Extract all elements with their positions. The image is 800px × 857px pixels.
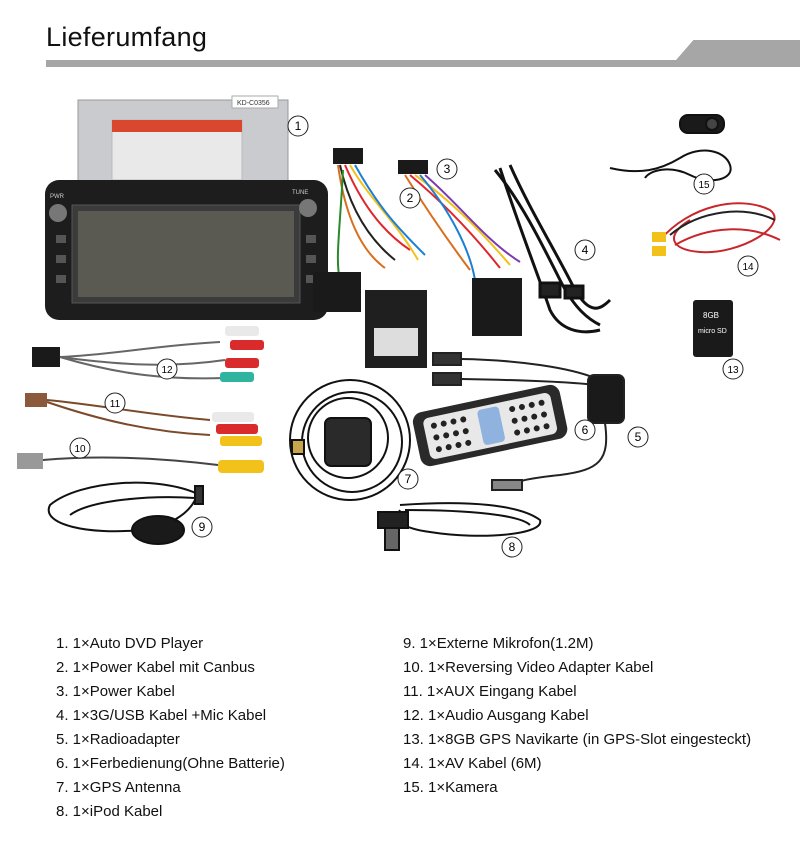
marker-label-2: 2: [406, 191, 414, 205]
list-item: 10. 1×Reversing Video Adapter Kabel: [403, 659, 654, 676]
list-item: 8. 1×iPod Kabel: [56, 803, 163, 820]
title-underline: [46, 60, 800, 67]
marker-15: [694, 174, 714, 194]
marker-12: [157, 359, 177, 379]
marker-label-13: 13: [727, 365, 739, 376]
marker-label-7: 7: [404, 472, 412, 486]
marker-6: [575, 420, 595, 440]
list-item: 1. 1×Auto DVD Player: [56, 635, 204, 652]
list-item: 5. 1×Radioadapter: [56, 731, 180, 748]
external-microphone: [49, 483, 203, 544]
marker-label-4: 4: [581, 243, 589, 257]
product-photo: [0, 85, 800, 605]
marker-label-10: 10: [74, 444, 86, 455]
list-item: 3. 1×Power Kabel: [56, 683, 175, 700]
list-item: 13. 1×8GB GPS Navikarte (in GPS-Slot eingesteckt): [403, 731, 752, 748]
marker-label-3: 3: [443, 162, 451, 176]
list-item: 2. 1×Power Kabel mit Canbus: [56, 659, 255, 676]
list-item: 7. 1×GPS Antenna: [56, 779, 181, 796]
marker-label-12: 12: [161, 365, 173, 376]
marker-9: [192, 517, 212, 537]
aux-input-cable: [25, 393, 262, 446]
marker-10: [70, 438, 90, 458]
marker-11: [105, 393, 125, 413]
reversing-video-cable: [17, 453, 264, 473]
marker-2: [400, 188, 420, 208]
marker-label-8: 8: [508, 540, 516, 554]
marker-label-5: 5: [634, 430, 642, 444]
sd-capacity-label: 8GB: [703, 311, 720, 320]
contents-list-left: [56, 632, 285, 824]
contents-list-right: [403, 632, 751, 800]
sd-brand-label: micro SD: [698, 328, 727, 335]
marker-label-9: 9: [198, 520, 206, 534]
marker-13: [723, 359, 743, 379]
gps-antenna: [290, 380, 410, 500]
marker-3: [437, 159, 457, 179]
list-item: 15. 1×Kamera: [403, 779, 498, 796]
list-item: 9. 1×Externe Mikrofon(1.2M): [403, 635, 594, 652]
dvd-player: [45, 96, 328, 320]
list-item: 12. 1×Audio Ausgang Kabel: [403, 707, 589, 724]
sticker-label: KD-C0356: [237, 100, 270, 107]
marker-label-14: 14: [742, 262, 754, 273]
marker-label-6: 6: [581, 423, 589, 437]
marker-label-15: 15: [698, 180, 710, 191]
page-title: Lieferumfang: [46, 22, 208, 52]
tune-label: TUNE: [292, 190, 309, 196]
microsd-card: [693, 300, 733, 357]
av-cable: [652, 203, 780, 256]
list-item: 11. 1×AUX Eingang Kabel: [403, 683, 577, 700]
marker-label-1: 1: [294, 119, 302, 133]
camera: [610, 115, 731, 180]
marker-7: [398, 469, 418, 489]
list-item: 4. 1×3G/USB Kabel +Mic Kabel: [56, 707, 267, 724]
list-item: 14. 1×AV Kabel (6M): [403, 755, 542, 772]
list-item: 6. 1×Ferbedienung(Ohne Batterie): [56, 755, 285, 772]
title-underline-tab: [670, 40, 800, 67]
marker-1: [288, 116, 308, 136]
marker-5: [628, 427, 648, 447]
marker-14: [738, 256, 758, 276]
pwr-label: PWR: [50, 194, 64, 200]
remote-control: [411, 383, 569, 468]
marker-8: [502, 537, 522, 557]
marker-4: [575, 240, 595, 260]
audio-out-cable: [32, 326, 264, 382]
marker-label-11: 11: [109, 399, 121, 410]
